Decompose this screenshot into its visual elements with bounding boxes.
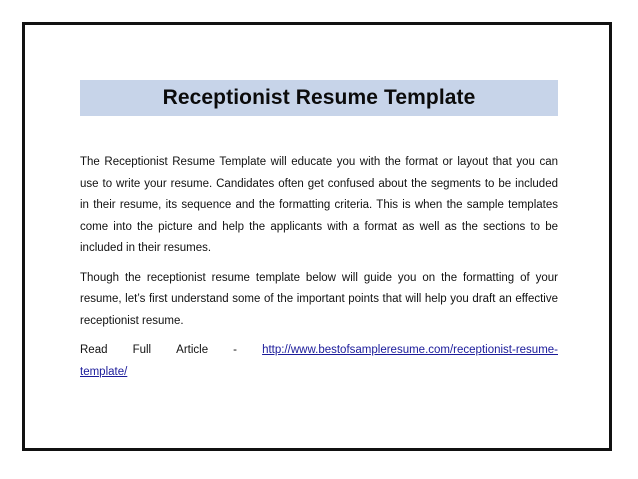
document-title: Receptionist Resume Template xyxy=(162,86,476,109)
full-word: Full xyxy=(132,344,152,356)
title-banner xyxy=(80,80,558,116)
article-link-part1[interactable]: http://www.bestofsampleresume.com/receptionist-resume- xyxy=(262,344,558,356)
paragraph-guide: Though the receptionist resume template below will guide you on the formatting of your resume, let’s first understand some of the important points that will help you draft an effective receptionist resume. xyxy=(80,271,558,327)
article-word: Article xyxy=(176,344,209,356)
read-more-second-line xyxy=(80,362,558,384)
document-body xyxy=(80,152,558,383)
read-word: Read xyxy=(80,344,108,356)
read-more-first-line xyxy=(80,340,558,362)
article-link-part2[interactable]: template/ xyxy=(80,365,128,378)
read-more-line xyxy=(80,340,558,383)
dash-separator: - xyxy=(233,344,238,356)
paragraph-intro: The Receptionist Resume Template will educate you with the format or layout that you can use to write your resume. Candidates often get confused about the segments to be included in their resume, its sequence and the formatting criteria. This is when the sample templates come into the picture and help the applicants with a format as well as the sections to be included in their resumes. xyxy=(80,156,558,254)
